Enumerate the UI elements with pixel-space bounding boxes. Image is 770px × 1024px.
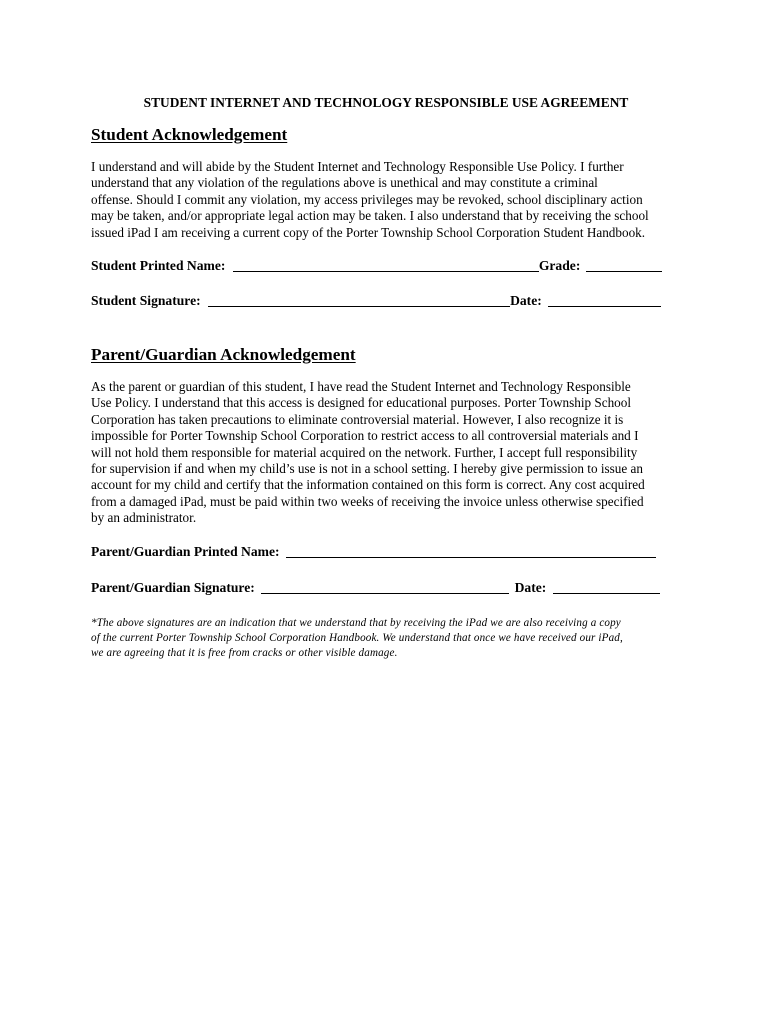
signature-footnote	[91, 616, 683, 661]
paragraph-line: understand that any violation of the regulations above is unethical and may constitute a criminal	[91, 175, 598, 191]
paragraph-line: impossible for Porter Township School Corporation to restrict access to all controversial materials and I	[91, 428, 639, 444]
paragraph-line: Corporation has taken precautions to eliminate controversial material. However, I also recognize it is	[91, 411, 624, 427]
document-title: STUDENT INTERNET AND TECHNOLOGY RESPONSIBLE USE AGREEMENT	[143, 95, 629, 110]
student-printed-name-field[interactable]	[233, 258, 539, 272]
parent-signature-label: Parent/Guardian Signature:	[91, 580, 255, 595]
parent-signature-field[interactable]	[261, 580, 509, 594]
footnote-line: of the current Porter Township School Corporation Handbook. We understand that once we have received our iPad,	[91, 632, 623, 644]
parent-acknowledgement-heading: Parent/Guardian Acknowledgement	[91, 345, 356, 364]
student-printed-name-row	[91, 258, 662, 274]
paragraph-line: account for my child and certify that the information contained on this form is correct. Any cost acquired	[91, 477, 645, 493]
paragraph-line: will not hold them responsible for material acquired on the network. Further, I accept full responsibility	[91, 444, 638, 460]
paragraph-line: by an administrator.	[91, 510, 197, 526]
student-signature-field[interactable]	[208, 293, 510, 307]
parent-signature-row	[91, 580, 660, 596]
parent-acknowledgement-paragraph	[91, 379, 681, 527]
parent-date-field[interactable]	[553, 580, 660, 594]
student-acknowledgement-heading: Student Acknowledgement	[91, 125, 288, 144]
student-signature-label: Student Signature:	[91, 293, 201, 308]
paragraph-line: Use Policy. I understand that this access is designed for educational purposes. Porter Township School	[91, 395, 632, 411]
student-date-field[interactable]	[548, 293, 661, 307]
grade-field[interactable]	[586, 258, 662, 272]
footnote-line: we are agreeing that it is free from cracks or other visible damage.	[91, 647, 398, 659]
paragraph-line: I understand and will abide by the Student Internet and Technology Responsible Use Policy. I further	[91, 159, 624, 174]
parent-printed-name-label: Parent/Guardian Printed Name:	[91, 544, 280, 559]
paragraph-line: offense. Should I commit any violation, my access privileges may be revoked, school disciplinary action	[91, 191, 643, 207]
parent-printed-name-field[interactable]	[286, 544, 656, 558]
student-acknowledgement-paragraph	[91, 159, 681, 241]
paragraph-line: may be taken, and/or appropriate legal action may be taken. I also understand that by receiving the school	[91, 208, 649, 224]
footnote-line: *The above signatures are an indication that we understand that by receiving the iPad we are also receiving a copy	[91, 617, 621, 629]
paragraph-line: issued iPad I am receiving a current copy of the Porter Township School Corporation Student Handbook.	[91, 224, 646, 240]
paragraph-line: from a damaged iPad, must be paid within two weeks of receiving the invoice unless otherwise specified	[91, 493, 644, 509]
student-date-label: Date:	[510, 293, 542, 308]
grade-label: Grade:	[538, 258, 581, 273]
paragraph-line: As the parent or guardian of this student, I have read the Student Internet and Technology Responsible	[91, 379, 631, 394]
parent-date-label: Date:	[514, 580, 547, 595]
paragraph-line: for supervision if and when my child’s use is not in a school setting. I hereby give permission to issue an	[91, 461, 643, 477]
student-signature-row	[91, 293, 661, 309]
parent-printed-name-row	[91, 544, 656, 560]
student-printed-name-label: Student Printed Name:	[91, 258, 226, 273]
